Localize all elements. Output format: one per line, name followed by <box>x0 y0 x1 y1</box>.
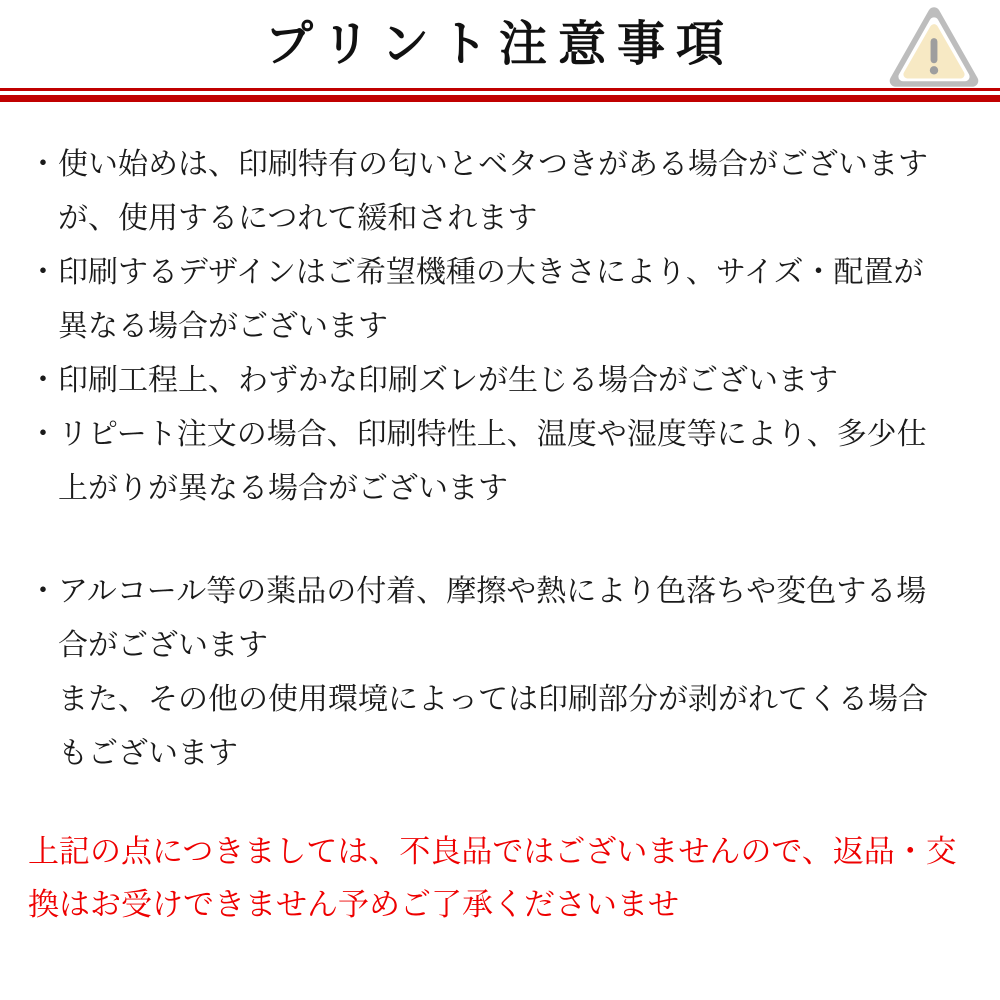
notice-item <box>28 408 970 516</box>
notice-line: リピート注文の場合、印刷特性上、温度や湿度等により、多少仕 <box>58 418 927 451</box>
bullet-marker: ・ <box>28 148 58 181</box>
disclaimer-line: 換はお受けできません予めご了承くださいませ <box>28 887 679 922</box>
notice-line: 使い始めは、印刷特有の匂いとベタつきがある場合がございます <box>58 148 928 181</box>
notice-line: 印刷するデザインはご希望機種の大きさにより、サイズ・配置が <box>58 256 924 289</box>
notice-item <box>28 354 970 408</box>
notice-line: もございます <box>58 737 238 770</box>
notice-line: また、その他の使用環境によっては印刷部分が剥がれてくる場合 <box>58 683 928 716</box>
header-divider <box>0 88 1000 102</box>
notice-line: アルコール等の薬品の付着、摩擦や熱により色落ちや変色する場 <box>58 575 927 608</box>
notice-sections <box>0 138 1000 781</box>
notice-item <box>28 565 970 781</box>
notice-section <box>28 565 970 781</box>
disclaimer-line: 上記の点につきましては、不良品ではございませんので、返品・交 <box>28 834 957 869</box>
notice-line: 印刷工程上、わずかな印刷ズレが生じる場合がございます <box>58 364 838 397</box>
warning-triangle-icon <box>888 5 980 89</box>
notice-line: が、使用するにつれて緩和されます <box>58 202 538 235</box>
notice-section <box>28 138 970 516</box>
bullet-marker: ・ <box>28 418 58 451</box>
bullet-marker: ・ <box>28 256 58 289</box>
disclaimer <box>0 825 1000 931</box>
notice-item <box>28 246 970 354</box>
bullet-marker: ・ <box>28 575 58 608</box>
notice-line: 合がございます <box>58 629 268 662</box>
header <box>0 0 1000 102</box>
bullet-marker: ・ <box>28 364 58 397</box>
notice-line: 上がりが異なる場合がございます <box>58 472 508 505</box>
notice-line: 異なる場合がございます <box>58 310 388 343</box>
notice-item <box>28 138 970 246</box>
page-title: プリント注意事項 <box>264 18 736 71</box>
